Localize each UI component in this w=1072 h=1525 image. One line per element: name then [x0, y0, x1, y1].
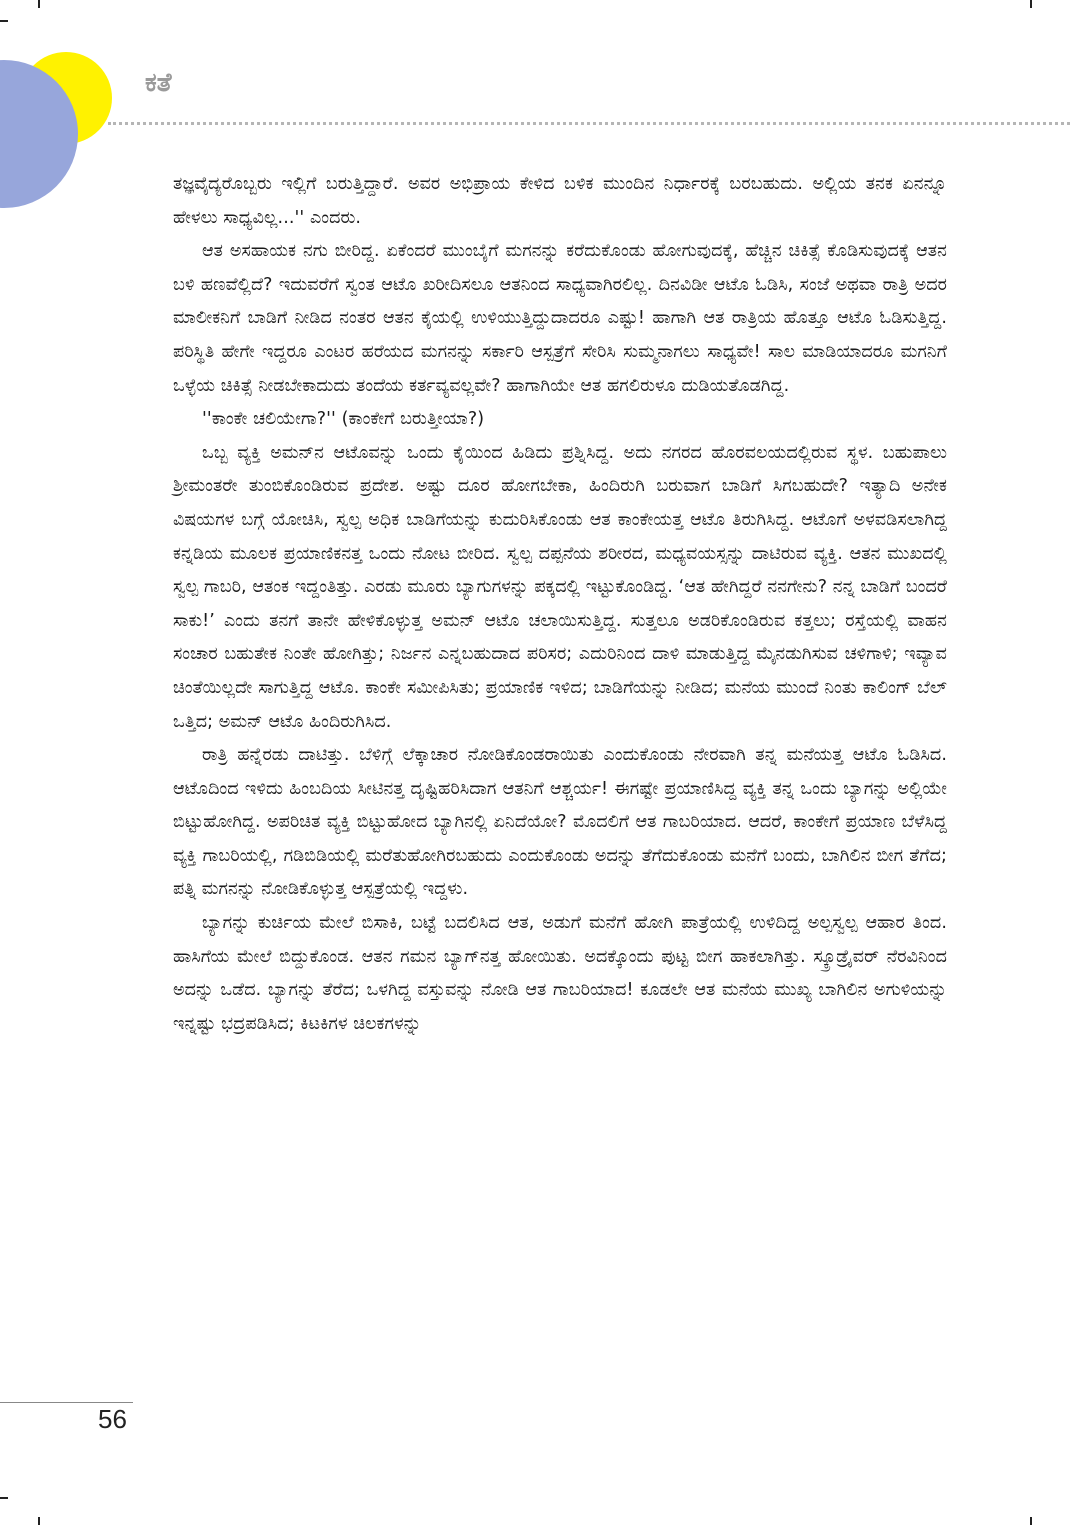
crop-mark: [1030, 1517, 1032, 1525]
paragraph: ಬ್ಯಾಗನ್ನು ಕುರ್ಚಿಯ ಮೇಲೆ ಬಿಸಾಕಿ, ಬಟ್ಟೆ ಬದಲಿಸಿದ ಆತ, ಅಡುಗೆ ಮನೆಗೆ ಹೋಗಿ ಪಾತ್ರೆಯಲ್ಲಿ ಉಳಿದಿದ್ದ ಅಲ್ಪಸ್ವಲ್ಪ ಆಹಾರ ತಿಂದ. ಹಾಸಿಗೆಯ ಮೇಲೆ ಬಿದ್ದುಕೊಂಡ. ಆತನ ಗಮನ ಬ್ಯಾಗ್‌ನತ್ತ ಹೋಯಿತು. ಅದಕ್ಕೊಂದು ಪುಟ್ಟ ಬೀಗ ಹಾಕಲಾಗಿತ್ತು. ಸ್ಕ್ರೂಡ್ರೈವರ್ ನೆರವಿನಿಂದ ಅದನ್ನು ಒಡೆದ. ಬ್ಯಾಗನ್ನು ತೆರೆದ; ಒಳಗಿದ್ದ ವಸ್ತುವನ್ನು ನೋಡಿ ಆತ ಗಾಬರಿಯಾದ! ಕೂಡಲೇ ಆತ ಮನೆಯ ಮುಖ್ಯ ಬಾಗಿಲಿನ ಅಗುಳಿಯನ್ನು ಇನ್ನಷ್ಟು ಭದ್ರಪಡಿಸಿದ; ಕಿಟಕಿಗಳ ಚಿಲಕಗಳನ್ನು: [173, 913, 947, 1034]
paragraph: ಒಬ್ಬ ವ್ಯಕ್ತಿ ಅಮನ್‌ನ ಆಟೊವನ್ನು ಒಂದು ಕೈಯಿಂದ ಹಿಡಿದು ಪ್ರಶ್ನಿಸಿದ್ದ. ಅದು ನಗರದ ಹೊರವಲಯದಲ್ಲಿರುವ ಸ್ಥಳ. ಬಹುಪಾಲು ಶ್ರೀಮಂತರೇ ತುಂಬಿಕೊಂಡಿರುವ ಪ್ರದೇಶ. ಅಷ್ಟು ದೂರ ಹೋಗಬೇಕಾ, ಹಿಂದಿರುಗಿ ಬರುವಾಗ ಬಾಡಿಗೆ ಸಿಗಬಹುದೇ? ಇತ್ಯಾದಿ ಅನೇಕ ವಿಷಯಗಳ ಬಗ್ಗೆ ಯೋಚಿಸಿ, ಸ್ವಲ್ಪ ಅಧಿಕ ಬಾಡಿಗೆಯನ್ನು ಕುದುರಿಸಿಕೊಂಡು ಆತ ಕಾಂಕೇಯತ್ತ ಆಟೊ ತಿರುಗಿಸಿದ್ದ. ಆಟೊಗೆ ಅಳವಡಿಸಲಾಗಿದ್ದ ಕನ್ನಡಿಯ ಮೂಲಕ ಪ್ರಯಾಣಿಕನತ್ತ ಒಂದು ನೋಟ ಬೀರಿದ. ಸ್ವಲ್ಪ ದಪ್ಪನೆಯ ಶರೀರದ, ಮಧ್ಯವಯಸ್ಸನ್ನು ದಾಟಿರುವ ವ್ಯಕ್ತಿ. ಆತನ ಮುಖದಲ್ಲಿ ಸ್ವಲ್ಪ ಗಾಬರಿ, ಆತಂಕ ಇದ್ದಂತಿತ್ತು. ಎರಡು ಮೂರು ಬ್ಯಾಗುಗಳನ್ನು ಪಕ್ಕದಲ್ಲಿ ಇಟ್ಟುಕೊಂಡಿದ್ದ. ‘ಆತ ಹೇಗಿದ್ದರೆ ನನಗೇನು? ನನ್ನ ಬಾಡಿಗೆ ಬಂದರೆ ಸಾಕು!’ ಎಂದು ತನಗೆ ತಾನೇ ಹೇಳಿಕೊಳ್ಳುತ್ತ ಅಮನ್ ಆಟೊ ಚಲಾಯಿಸುತ್ತಿದ್ದ. ಸುತ್ತಲೂ ಅಡರಿಕೊಂಡಿರುವ ಕತ್ತಲು; ರಸ್ತೆಯಲ್ಲಿ ವಾಹನ ಸಂಚಾರ ಬಹುತೇಕ ನಿಂತೇ ಹೋಗಿತ್ತು; ನಿರ್ಜನ ಎನ್ನಬಹುದಾದ ಪರಿಸರ; ಎದುರಿನಿಂದ ದಾಳಿ ಮಾಡುತ್ತಿದ್ದ ಮೈನಡುಗಿಸುವ ಚಳಿಗಾಳಿ; ಇವ್ಯಾವ ಚಿಂತೆಯಿಲ್ಲದೇ ಸಾಗುತ್ತಿದ್ದ ಆಟೊ. ಕಾಂಕೇ ಸಮೀಪಿಸಿತು; ಪ್ರಯಾಣಿಕ ಇಳಿದ; ಬಾಡಿಗೆಯನ್ನು ನೀಡಿದ; ಮನೆಯ ಮುಂದೆ ನಿಂತು ಕಾಲಿಂಗ್ ಬೆಲ್ ಒತ್ತಿದ; ಅಮನ್ ಆಟೊ ಹಿಂದಿರುಗಿಸಿದ.: [173, 442, 947, 732]
footer-rule: [0, 1402, 133, 1403]
crop-mark: [38, 0, 40, 8]
paragraph: ಆತ ಅಸಹಾಯಕ ನಗು ಬೀರಿದ್ದ. ಏಕೆಂದರೆ ಮುಂಬೈಗೆ ಮಗನನ್ನು ಕರೆದುಕೊಂಡು ಹೋಗುವುದಕ್ಕೆ, ಹೆಚ್ಚಿನ ಚಿಕಿತ್ಸೆ ಕೊಡಿಸುವುದಕ್ಕೆ ಆತನ ಬಳಿ ಹಣವೆಲ್ಲಿದೆ? ಇದುವರೆಗೆ ಸ್ವಂತ ಆಟೊ ಖರೀದಿಸಲೂ ಆತನಿಂದ ಸಾಧ್ಯವಾಗಿರಲಿಲ್ಲ. ದಿನವಿಡೀ ಆಟೊ ಓಡಿಸಿ, ಸಂಜೆ ಅಥವಾ ರಾತ್ರಿ ಅದರ ಮಾಲೀಕನಿಗೆ ಬಾಡಿಗೆ ನೀಡಿದ ನಂತರ ಆತನ ಕೈಯಲ್ಲಿ ಉಳಿಯುತ್ತಿದ್ದುದಾದರೂ ಎಷ್ಟು! ಹಾಗಾಗಿ ಆತ ರಾತ್ರಿಯ ಹೊತ್ತೂ ಆಟೊ ಓಡಿಸುತ್ತಿದ್ದ. ಪರಿಸ್ಥಿತಿ ಹೇಗೇ ಇದ್ದರೂ ಎಂಟರ ಹರೆಯದ ಮಗನನ್ನು ಸರ್ಕಾರಿ ಆಸ್ಪತ್ರೆಗೆ ಸೇರಿಸಿ ಸುಮ್ಮನಾಗಲು ಸಾಧ್ಯವೇ! ಸಾಲ ಮಾಡಿಯಾದರೂ ಮಗನಿಗೆ ಒಳ್ಳೆಯ ಚಿಕಿತ್ಸೆ ನೀಡಬೇಕಾದುದು ತಂದೆಯ ಕರ್ತವ್ಯವಲ್ಲವೇ? ಹಾಗಾಗಿಯೇ ಆತ ಹಗಲಿರುಳೂ ದುಡಿಯತೊಡಗಿದ್ದ.: [173, 241, 947, 396]
section-title: ಕತೆ: [145, 68, 172, 98]
paragraph: ತಜ್ಞವೈದ್ಯರೊಬ್ಬರು ಇಲ್ಲಿಗೆ ಬರುತ್ತಿದ್ದಾರೆ. ಅವರ ಅಭಿಪ್ರಾಯ ಕೇಳಿದ ಬಳಿಕ ಮುಂದಿನ ನಿರ್ಧಾರಕ್ಕೆ ಬರಬಹುದು. ಅಲ್ಲಿಯ ತನಕ ಏನನ್ನೂ ಹೇಳಲು ಸಾಧ್ಯವಿಲ್ಲ...'' ಎಂದರು.: [173, 174, 947, 228]
paragraph: ರಾತ್ರಿ ಹನ್ನೆರಡು ದಾಟಿತ್ತು. ಬೆಳಿಗ್ಗೆ ಲೆಕ್ಕಾಚಾರ ನೋಡಿಕೊಂಡರಾಯಿತು ಎಂದುಕೊಂಡು ನೇರವಾಗಿ ತನ್ನ ಮನೆಯತ್ತ ಆಟೊ ಓಡಿಸಿದ. ಆಟೊದಿಂದ ಇಳಿದು ಹಿಂಬದಿಯ ಸೀಟಿನತ್ತ ದೃಷ್ಟಿಹರಿಸಿದಾಗ ಆತನಿಗೆ ಆಶ್ಚರ್ಯ! ಈಗಷ್ಟೇ ಪ್ರಯಾಣಿಸಿದ್ದ ವ್ಯಕ್ತಿ ತನ್ನ ಒಂದು ಬ್ಯಾಗನ್ನು ಅಲ್ಲಿಯೇ ಬಿಟ್ಟುಹೋಗಿದ್ದ. ಅಪರಿಚಿತ ವ್ಯಕ್ತಿ ಬಿಟ್ಟುಹೋದ ಬ್ಯಾಗಿನಲ್ಲಿ ಏನಿದೆಯೋ? ಮೊದಲಿಗೆ ಆತ ಗಾಬರಿಯಾದ. ಆದರೆ, ಕಾಂಕೇಗೆ ಪ್ರಯಾಣ ಬೆಳೆಸಿದ್ದ ವ್ಯಕ್ತಿ ಗಾಬರಿಯಲ್ಲಿ, ಗಡಿಬಿಡಿಯಲ್ಲಿ ಮರೆತುಹೋಗಿರಬಹುದು ಎಂದುಕೊಂಡು ಅದನ್ನು ತೆಗೆದುಕೊಂಡು ಮನೆಗೆ ಬಂದು, ಬಾಗಿಲಿನ ಬೀಗ ತೆಗೆದ; ಪತ್ನಿ ಮಗನನ್ನು ನೋಡಿಕೊಳ್ಳುತ್ತ ಆಸ್ಪತ್ರೆಯಲ್ಲಿ ಇದ್ದಳು.: [173, 745, 947, 900]
page-number: 56: [98, 1404, 127, 1434]
paragraph: ''ಕಾಂಕೇ ಚಲಿಯೇಗಾ?'' (ಕಾಂಕೇಗೆ ಬರುತ್ತೀಯಾ?): [202, 409, 485, 430]
story-body: [173, 168, 947, 1041]
crop-mark: [1030, 0, 1032, 8]
crop-mark: [0, 1497, 8, 1499]
header-dotted-rule: [108, 122, 1070, 125]
crop-mark: [38, 1517, 40, 1525]
crop-mark: [0, 20, 8, 22]
